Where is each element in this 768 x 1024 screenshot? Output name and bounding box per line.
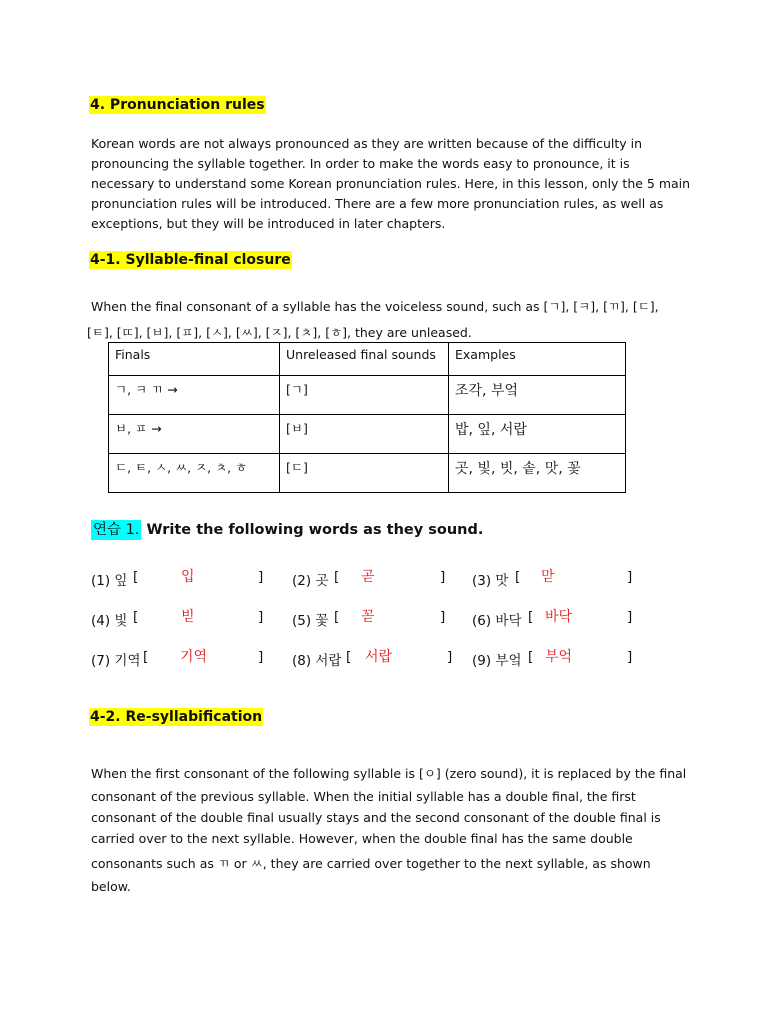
table-cell: 곳, 빛, 빗, 솥, 맛, 꽃 — [449, 454, 626, 493]
answer-open-bracket: [ — [346, 649, 352, 665]
answer-open-bracket: [ — [528, 649, 534, 665]
table-cell: [ㄱ] — [280, 376, 449, 415]
exercise-1-label: 연습 1. — [93, 522, 140, 538]
exercise-item-number: (6) 바닥 — [472, 613, 522, 629]
table-row — [109, 376, 626, 415]
exercise-1-instruction: Write the following words as they sound. — [141, 522, 484, 538]
answer-close-bracket: ] — [258, 649, 264, 665]
exercise-item-number: (8) 서랍 — [292, 653, 342, 669]
answer-open-bracket: [ — [515, 569, 521, 585]
exercise-answer: 꼳 — [361, 609, 375, 625]
exercise-1-title — [91, 519, 483, 541]
exercise-answer: 맏 — [541, 569, 555, 585]
answer-close-bracket: ] — [627, 649, 633, 665]
answer-close-bracket: ] — [627, 569, 633, 585]
exercise-answer: 서랍 — [365, 649, 393, 665]
exercise-answer: 빋 — [181, 609, 195, 625]
exercise-answer: 곧 — [361, 569, 375, 585]
section-4-2-title: 4-2. Re-syllabification — [90, 709, 263, 725]
table-header-cell: Examples — [449, 343, 626, 376]
section-4-paragraph: Korean words are not always pronounced as they are written because of the difficulty in pronouncing the syllable together. In order to make the words easy to pronounce, it is necessary to understand some Korean pronunciation rules. Here, in this lesson, only the 5 main pronunciation rules will be introduced. There are a few more pronunciation rules, as well as exceptions, but they will be introduced in later chapters. — [91, 136, 691, 231]
answer-open-bracket: [ — [528, 609, 534, 625]
answer-open-bracket: [ — [143, 649, 149, 665]
exercise-item-number: (9) 부엌 — [472, 653, 522, 669]
table-header-row — [109, 343, 626, 376]
exercise-answer: 부억 — [545, 649, 573, 665]
table-cell: ㄷ, ㅌ, ㅅ, ㅆ, ㅈ, ㅊ, ㅎ — [109, 454, 280, 493]
answer-open-bracket: [ — [334, 609, 340, 625]
table-row — [109, 454, 626, 493]
section-4-1-paragraph: When the final consonant of a syllable has the voiceless sound, such as [ㄱ], [ㅋ], [ㄲ], [ㄷ], [ㅌ], [ㄸ], [ㅂ], [ㅍ], [ㅅ], [ㅆ], [ㅈ], [ㅊ], [ㅎ], they are unleased. — [87, 299, 659, 340]
final-closure-table — [108, 342, 626, 493]
exercise-item-number: (3) 맛 — [472, 573, 509, 589]
table-row — [109, 415, 626, 454]
exercise-item-number: (1) 잎 — [91, 573, 128, 589]
table-cell: ㄱ, ㅋ ㄲ → — [109, 376, 280, 415]
table-cell: 밥, 잎, 서랍 — [449, 415, 626, 454]
answer-close-bracket: ] — [258, 569, 264, 585]
table-cell: [ㅂ] — [280, 415, 449, 454]
table-header-cell: Finals — [109, 343, 280, 376]
section-4-1-title: 4-1. Syllable-final closure — [90, 252, 291, 268]
answer-open-bracket: [ — [133, 609, 139, 625]
answer-close-bracket: ] — [440, 609, 446, 625]
exercise-item-number: (5) 꽃 — [292, 613, 329, 629]
table-cell: [ㄷ] — [280, 454, 449, 493]
exercise-item-number: (7) 기역 — [91, 653, 141, 669]
exercise-answer: 입 — [181, 569, 195, 585]
section-4-2-paragraph: When the first consonant of the following syllable is [ㅇ] (zero sound), it is replaced by the final consonant of the previous syllable. When the initial syllable has a double final, the first consonant of the double final usually stays and the second consonant of the double final is carried over to the next syllable. However, when the double final has the same double consonants such as ㄲ or ㅆ, they are carried over together to the next syllable, as shown below. — [91, 766, 687, 894]
table-cell: 조각, 부엌 — [449, 376, 626, 415]
exercise-item-number: (4) 빛 — [91, 613, 128, 629]
answer-open-bracket: [ — [133, 569, 139, 585]
table-header-cell: Unreleased final sounds — [280, 343, 449, 376]
section-4-title: 4. Pronunciation rules — [90, 97, 265, 113]
exercise-item-number: (2) 곳 — [292, 573, 329, 589]
table-cell: ㅂ, ㅍ → — [109, 415, 280, 454]
answer-open-bracket: [ — [334, 569, 340, 585]
answer-close-bracket: ] — [440, 569, 446, 585]
answer-close-bracket: ] — [627, 609, 633, 625]
exercise-answer: 바닥 — [545, 609, 573, 625]
exercise-answer: 기역 — [180, 649, 208, 665]
answer-close-bracket: ] — [447, 649, 453, 665]
answer-close-bracket: ] — [258, 609, 264, 625]
